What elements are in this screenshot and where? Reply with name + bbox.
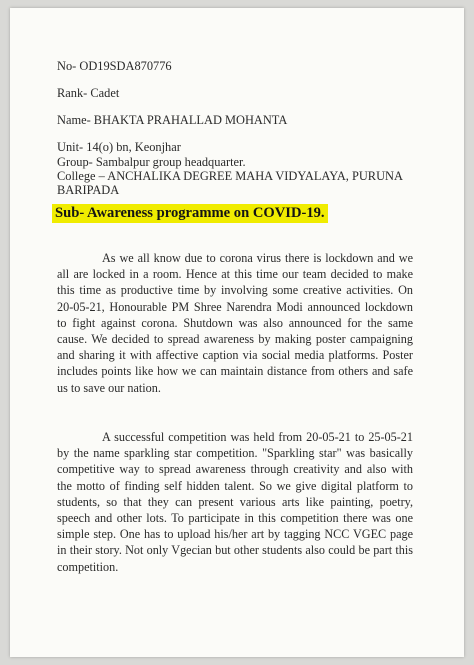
cadet-college: College – ANCHALIKA DEGREE MAHA VIDYALAYA, PURUNA BARIPADA	[57, 169, 403, 197]
paragraph-2	[57, 429, 413, 575]
document-page	[10, 8, 464, 657]
paragraph-2-text: A successful competition was held from 20-05-21 to 25-05-21 by the name sparkling star competition. "Sparkling star" was basically competitive way to spread awareness through creativity and also with the motto of finding self hidden talent. So we give digital platform to students, so that they can present various arts like painting, poetry, speech and other lots. To participate in this competition there was one simple step. One has to upload his/her art by tagging NCC VGEC page in their story. Not only Vgecian but other students also could be part this competition.	[57, 430, 413, 574]
cadet-unit: Unit- 14(o) bn, Keonjhar	[57, 140, 181, 154]
paragraph-1	[57, 250, 413, 396]
subject-line: Sub- Awareness programme on COVID-19.	[52, 204, 328, 223]
cadet-number: No- OD19SDA870776	[57, 59, 172, 73]
cadet-rank: Rank- Cadet	[57, 86, 120, 100]
cadet-group: Group- Sambalpur group headquarter.	[57, 155, 246, 169]
cadet-name: Name- BHAKTA PRAHALLAD MOHANTA	[57, 113, 288, 127]
paragraph-1-text: As we all know due to corona virus there is lockdown and we all are locked in a room. Hence at this time our team decided to make this time as productive time by involving some creative activities. On 20-05-21, Honourable PM Shree Narendra Modi announced lockdown to fight against corona. Shutdown was also announced for the same cause. We decided to spread awareness by making poster campaigning and sharing it with affective caption via social media platforms. Poster includes points like how we can maintain distance from others and safe us to save our nation.	[57, 251, 413, 395]
